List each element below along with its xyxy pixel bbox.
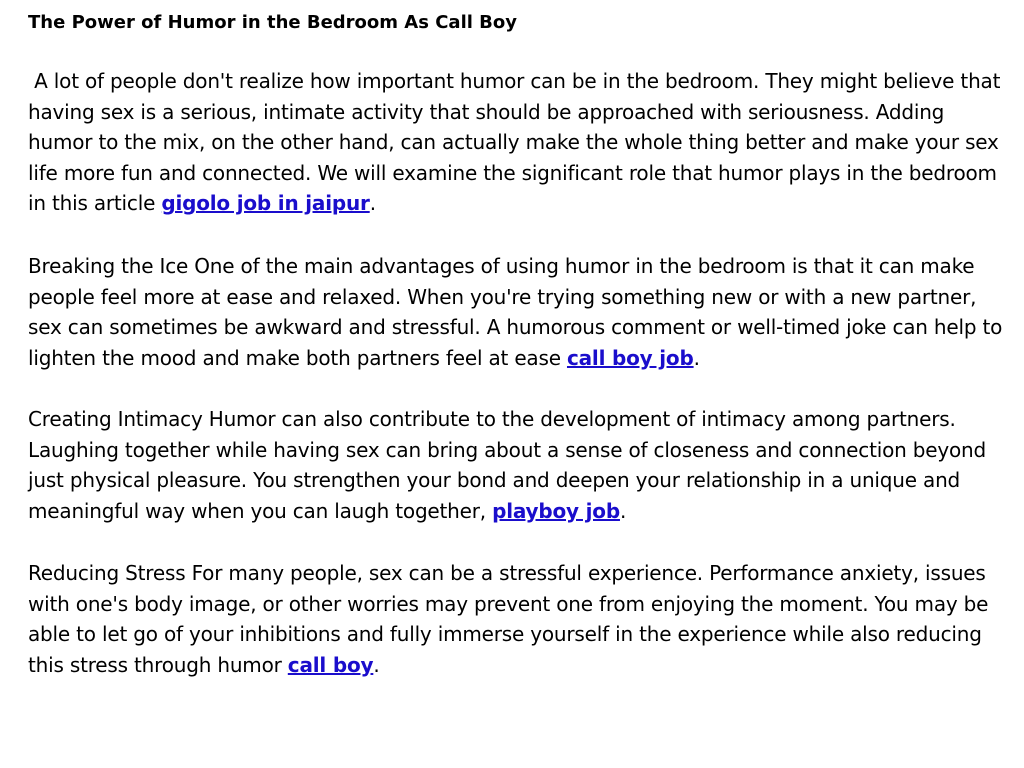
paragraph-end: . [693, 345, 700, 370]
paragraph-text: Creating Intimacy Humor can also contribute to the development of intimacy among partners. Laughing together while having sex can bring about a sense of closeness and connection beyond just physical pleasure. You strengthen your bond and deepen your relationship in a unique and meaningful way when you can laugh together, [28, 407, 986, 523]
paragraph-text: A lot of people don't realize how important humor can be in the bedroom. They might believe that having sex is a serious, intimate activity that should be approached with seriousness. Adding humor to the mix, on the other hand, can actually make the whole thing better and make your sex life more fun and connected. We will examine the significant role that humor plays in the bedroom in this article [28, 69, 1007, 216]
paragraph-end: . [369, 191, 376, 216]
link-call-boy-job[interactable]: call boy job [566, 345, 694, 370]
paragraph-breaking-the-ice [28, 251, 1003, 373]
paragraph-reducing-stress [28, 558, 1003, 680]
paragraph-end: . [373, 652, 380, 677]
link-playboy-job[interactable]: playboy job [492, 498, 620, 523]
link-call-boy[interactable]: call boy [287, 652, 374, 677]
paragraph-end: . [619, 498, 627, 523]
paragraph-text: Reducing Stress For many people, sex can be a stressful experience. Performance anxiety, issues with one's body image, or other worries may prevent one from enjoying the moment. You may be able to let go of your inhibitions and fully immerse yourself in the experience while also reducing this stress through humor [28, 561, 989, 677]
paragraph-creating-intimacy [28, 404, 1003, 526]
page-title: The Power of Humor in the Bedroom As Call Boy [28, 12, 517, 33]
paragraph-intro [28, 66, 1007, 219]
link-gigolo-job-in-jaipur[interactable]: gigolo job in jaipur [161, 191, 370, 216]
paragraph-text: Breaking the Ice One of the main advantages of using humor in the bedroom is that it can make people feel more at ease and relaxed. When you're trying something new or with a new partner, sex can sometimes be awkward and stressful. A humorous comment or well-timed joke can help to lighten the mood and make both partners feel at ease [28, 254, 1003, 370]
